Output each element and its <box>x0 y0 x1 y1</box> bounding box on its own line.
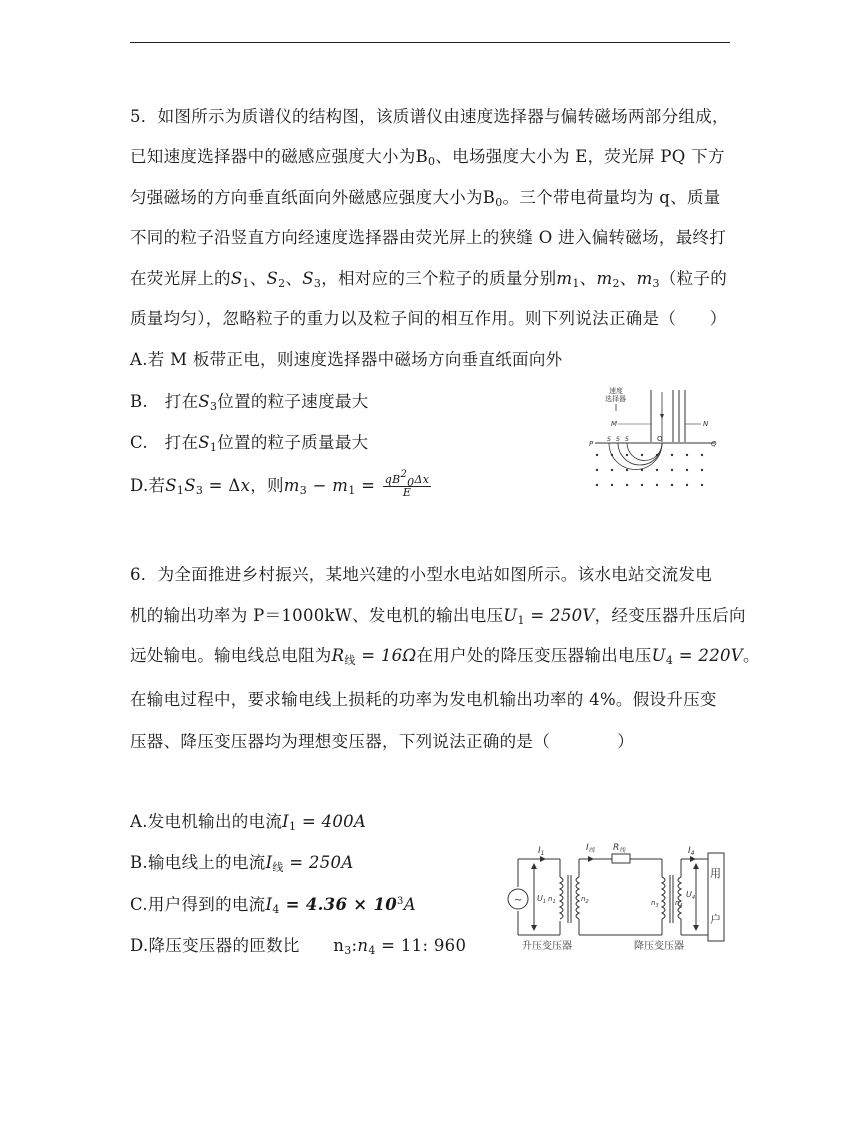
power-transmission-figure <box>500 835 730 955</box>
q5-option-a: A.若 M 板带正电，则速度选择器中磁场方向垂直纸面向外 <box>130 350 563 369</box>
svg-text:~: ~ <box>514 895 523 906</box>
svg-text:S: S <box>625 436 629 443</box>
q5-line-3: 匀强磁场的方向垂直纸面向外磁感应强度大小为$B_0$。三个带电荷量均为 q、质量 <box>130 188 721 209</box>
q6-line-4: 在输电过程中，要求输电线上损耗的功率为发电机输出功率的 4%。假设升压变 <box>130 690 717 709</box>
q5-line-1: 5．如图所示为质谱仪的结构图，该质谱仪由速度选择器与偏转磁场两部分组成， <box>130 107 729 126</box>
svg-text:P: P <box>589 440 594 448</box>
svg-text:户: 户 <box>710 913 721 926</box>
svg-text:U4: $U_4$ <box>686 890 696 901</box>
q5-line-4: 不同的粒子沿竖直方向经速度选择器由荧光屏上的狭缝 O 进入偏转磁场，最终打 <box>130 228 727 247</box>
q6-option-b: B.输电线上的电流$I_线 = 250A$ <box>130 853 354 874</box>
svg-text:U1: $U_1$ <box>537 894 547 905</box>
svg-text:降压变压器: 降压变压器 <box>634 941 684 952</box>
q5-line-2: 已知速度选择器中的磁感应强度大小为$B_0$、电场强度大小为 E，荧光屏 PQ 下方 <box>130 147 725 168</box>
svg-text:速度: 速度 <box>609 387 623 395</box>
svg-text:n4: $n_4$ <box>675 899 683 909</box>
mass-spectrometer-figure <box>585 382 720 492</box>
svg-text:n2: $n_2$ <box>581 895 589 905</box>
svg-text:用: 用 <box>710 867 721 880</box>
q5-option-b: B. 打在$S_3$位置的粒子速度最大 <box>130 392 369 413</box>
q6-option-a: A.发电机输出的电流$I_1 = 400A$ <box>130 812 367 833</box>
svg-text:升压变压器: 升压变压器 <box>522 941 572 952</box>
svg-text:I线: $I_线$ <box>586 843 595 854</box>
svg-text:选择器: 选择器 <box>605 395 626 403</box>
q5-option-c: C. 打在$S_1$位置的粒子质量最大 <box>130 433 369 454</box>
q6-line-2: 机的输出功率为 P＝1000kW、发电机的输出电压$U_1 = 250V$，经变压器升压后向 <box>130 606 746 627</box>
svg-text:S: S <box>616 436 620 443</box>
svg-text:Q: Q <box>711 440 717 448</box>
svg-text:n3: $n_3$ <box>651 899 659 909</box>
svg-text:R线: $R_线$ <box>613 843 626 854</box>
svg-text:I4: $I_4$ <box>688 846 695 857</box>
header-rule <box>130 42 730 43</box>
mass-difference-fraction: $\frac{qB^2_0\Delta x}{E}$ <box>384 469 430 499</box>
q6-option-d: D.降压变压器的匝数比 $n_3:n_4 = 11$: 960 <box>130 936 467 957</box>
q5-option-d: D.若$S_1S_3 = \Delta x$，则$m_3 - m_1$ = $\frac{qB^2_0\Delta x}{E}$ <box>130 469 430 499</box>
q6-line-5: 压器、降压变压器均为理想变压器，下列说法正确的是（ ） <box>130 732 634 751</box>
q6-line-1: 6．为全面推进乡村振兴，某地兴建的小型水电站如图所示。该水电站交流发电 <box>130 565 712 584</box>
svg-text:N: N <box>703 420 709 428</box>
svg-text:n1: $n_1$ <box>548 895 556 905</box>
svg-text:I1: $I_1$ <box>538 846 545 857</box>
q6-option-c: C.用户得到的电流$I_4 = 4.36 \times 10^3A$ <box>130 895 416 916</box>
svg-text:M: M <box>611 420 618 428</box>
svg-text:O: O <box>657 435 663 443</box>
q5-line-6: 质量均匀），忽略粒子的重力以及粒子间的相互作用。则下列说法正确是（ ） <box>130 309 727 328</box>
q5-line-5: 在荧光屏上的$S_1$、$S_2$、$S_3$，相对应的三个粒子的质量分别$m_1$、$m_2$、$m_3$（粒子的 <box>130 269 728 290</box>
q6-line-3: 远处输电。输电线总电阻为$R_线 = 16\Omega$在用户处的降压变压器输出电压$U_4 = 220V$。 <box>130 646 760 667</box>
svg-text:S: S <box>607 436 611 443</box>
